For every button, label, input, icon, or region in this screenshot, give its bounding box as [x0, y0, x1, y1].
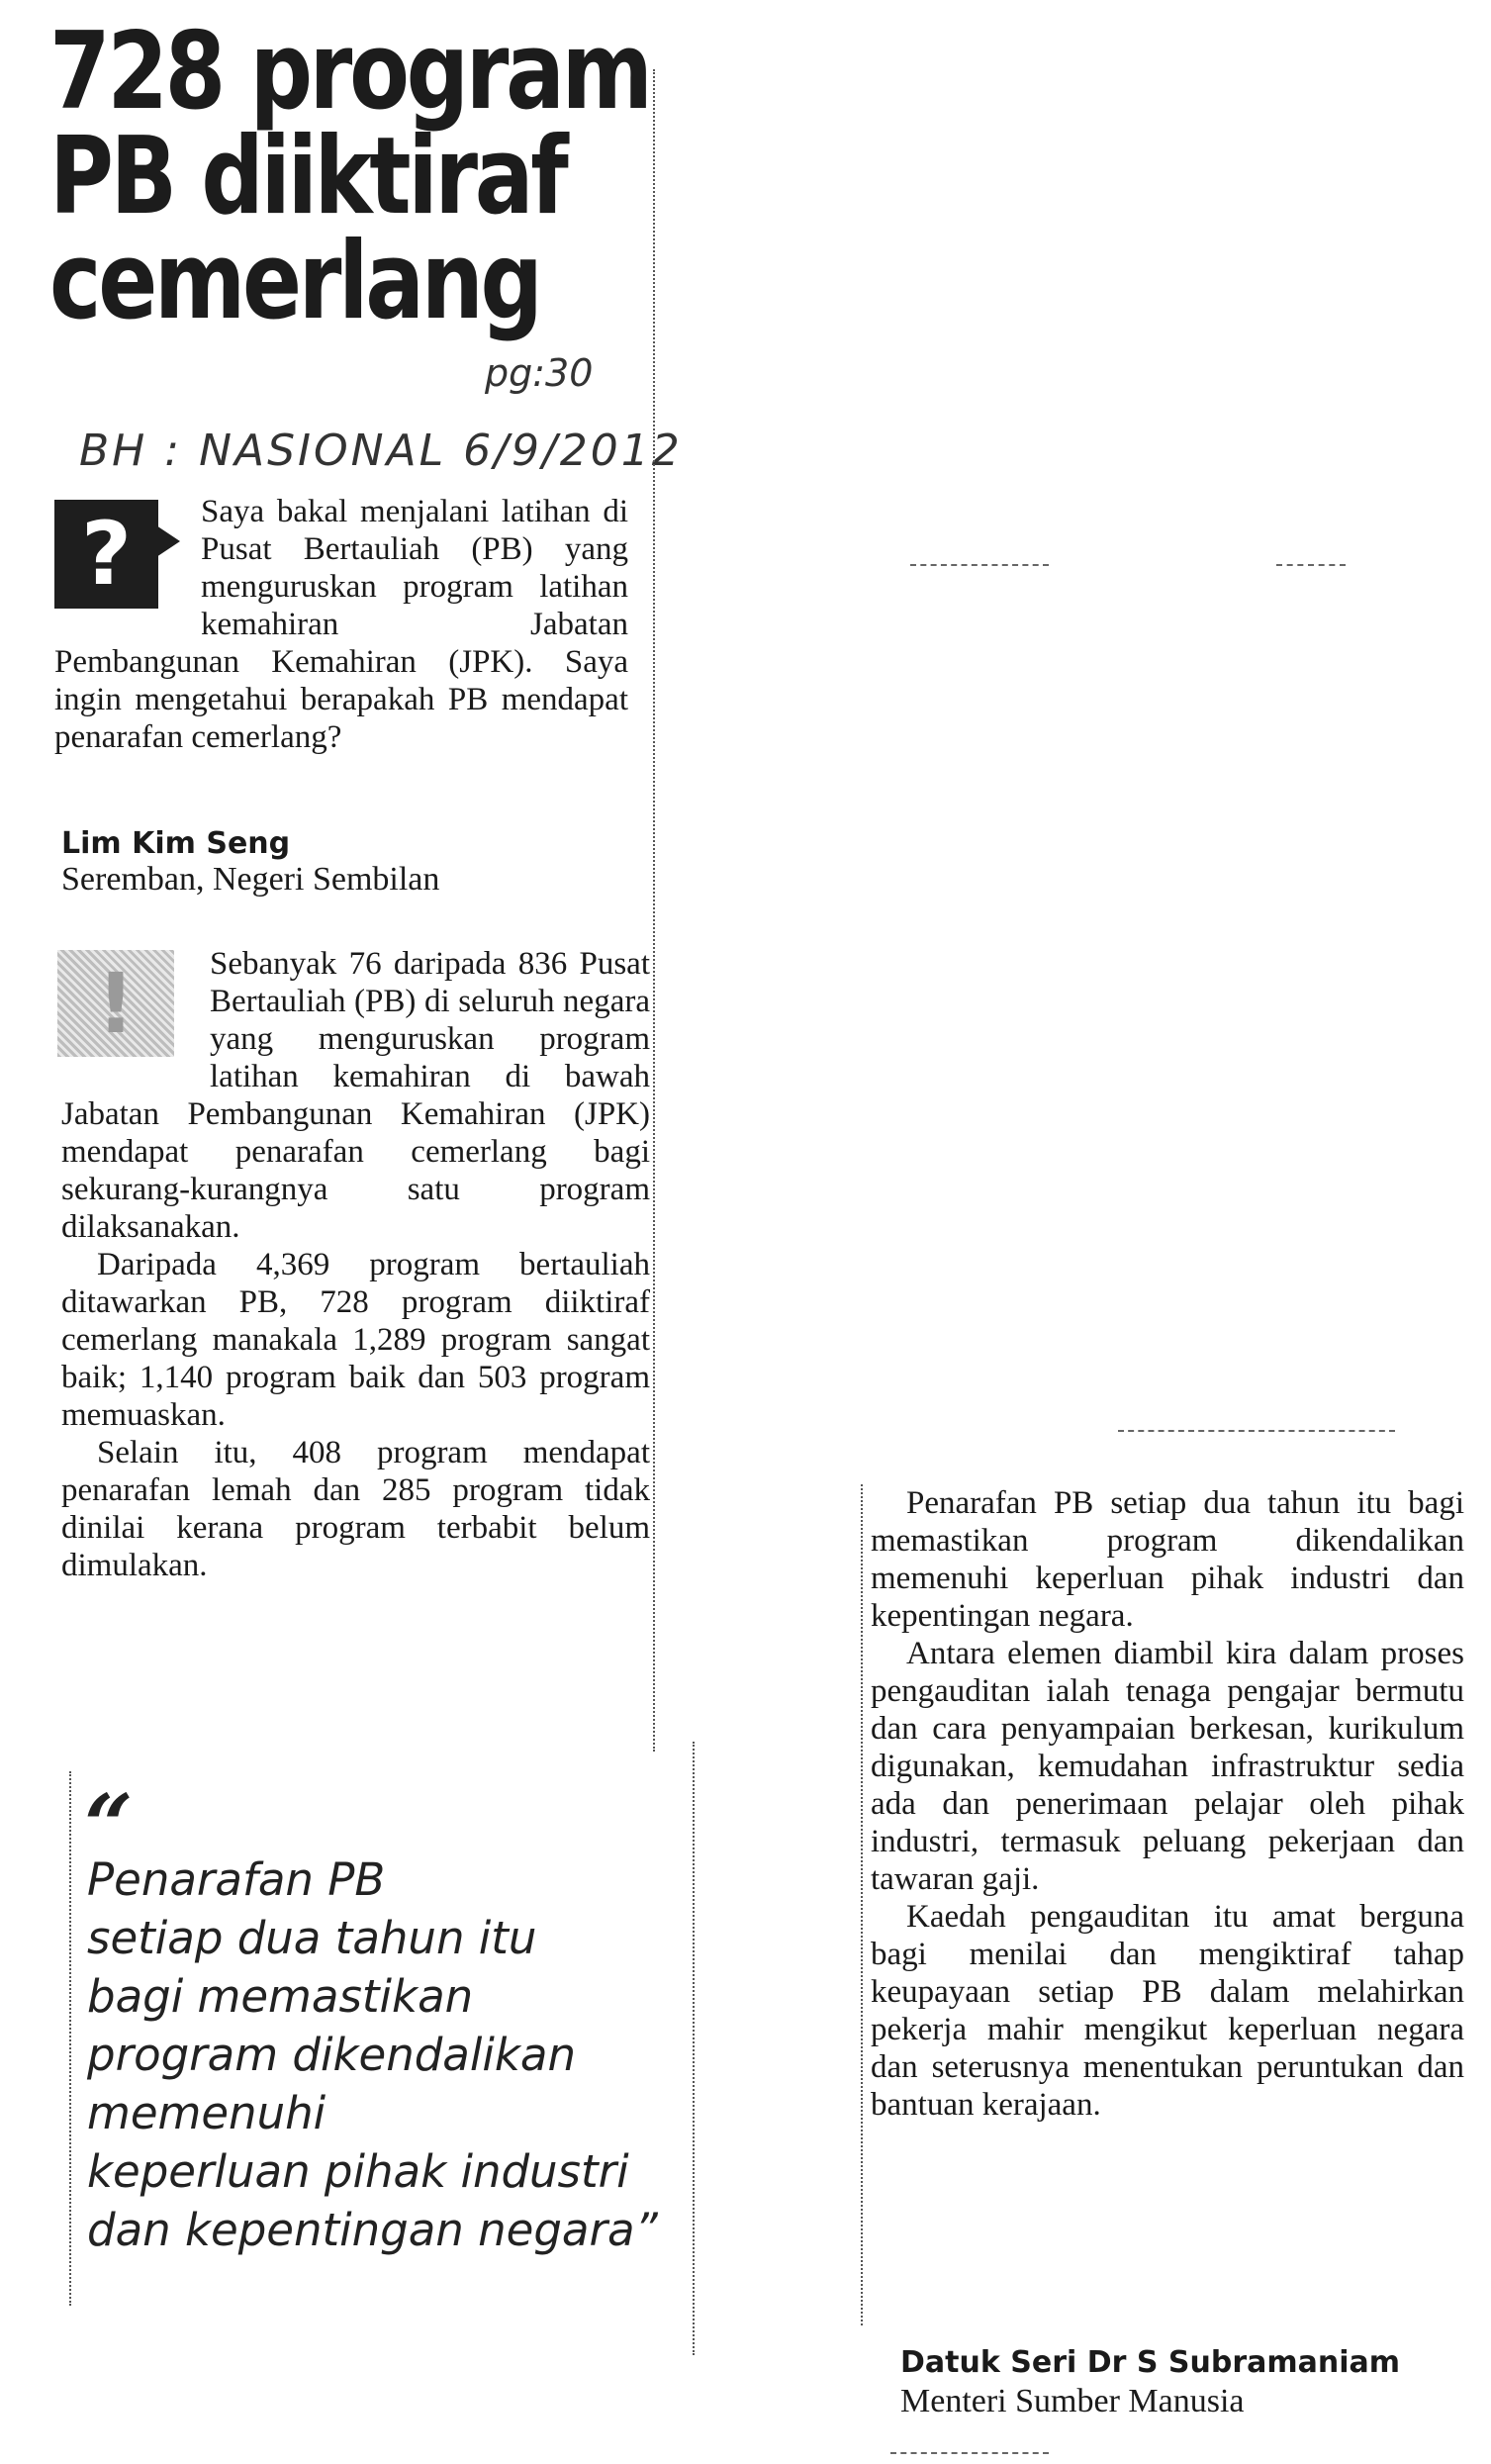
- pull-quote-line: dan kepentingan negara”: [87, 2204, 658, 2256]
- answer-icon: !: [57, 950, 174, 1057]
- handwritten-source-note: BH : NASIONAL 6/9/2012: [79, 426, 683, 476]
- column-divider-left: [653, 69, 655, 1752]
- dashed-rule-top: [910, 564, 1049, 566]
- answer-author: Datuk Seri Dr S Subramaniam: [900, 2345, 1401, 2380]
- headline: [49, 10, 650, 343]
- answer-paragraph-3: Selain itu, 408 program mendapat penarafan lemah dan 285 program tidak dinilai kerana program terbabit belum dimulakan.: [61, 1435, 650, 1583]
- answer-text: [61, 945, 650, 1584]
- pull-quote-line: Penarafan PB: [87, 1853, 386, 1906]
- column-divider-pullquote: [69, 1771, 71, 2306]
- headline-line-2: PB diiktiraf: [49, 115, 566, 238]
- pull-quote-line: program dikendalikan: [87, 2029, 577, 2081]
- pull-quote-line: memenuhi: [87, 2087, 326, 2139]
- question-paragraph: Saya bakal menjalani latihan di Pusat Bertauliah (PB) yang menguruskan program latihan kemahiran Jabatan Pembangunan Kemahiran (JPK). Saya ingin mengetahui berapakah PB mendapat penarafan cemerlang?: [54, 494, 628, 755]
- answer-right-paragraph-2: Antara elemen diambil kira dalam proses pengauditan ialah tenaga pengajar bermutu dan cara penyampaian berkesan, kurikulum digunakan, kemudahan infrastruktur sedia ada dan penerimaan pelajar oleh pihak industri, termasuk peluang pekerjaan dan tawaran gaji.: [871, 1636, 1464, 1897]
- headline-line-1: 728 program: [49, 10, 650, 134]
- pull-quote: [87, 1850, 681, 2259]
- quote-mark-icon: “: [84, 1776, 134, 1876]
- headline-line-3: cemerlang: [49, 220, 540, 343]
- column-divider-right: [861, 1484, 863, 2325]
- question-author: Lim Kim Seng: [61, 826, 291, 861]
- answer-continuation: [871, 1484, 1464, 2124]
- question-icon: ?: [54, 500, 158, 609]
- pull-quote-line: keperluan pihak industri: [87, 2145, 629, 2198]
- question-text: [54, 493, 628, 756]
- pull-quote-line: bagi memastikan: [87, 1970, 474, 2023]
- dashed-rule-top-right: [1276, 564, 1346, 566]
- question-location: Seremban, Negeri Sembilan: [61, 861, 440, 898]
- answer-author-title: Menteri Sumber Manusia: [900, 2383, 1245, 2419]
- pull-quote-line: setiap dua tahun itu: [87, 1912, 537, 1964]
- handwritten-page-note: pg:30: [485, 351, 594, 395]
- answer-right-paragraph-3: Kaedah pengauditan itu amat berguna bagi menilai dan mengiktiraf tahap keupayaan setiap PB dalam melahirkan pekerja mahir mengikut keperluan negara dan seterusnya menentukan peruntukan dan bantuan kerajaan.: [871, 1899, 1464, 2123]
- column-divider-lower: [693, 1742, 695, 2355]
- answer-paragraph-1: Sebanyak 76 daripada 836 Pusat Bertauliah (PB) di seluruh negara yang menguruskan program latihan kemahiran di bawah Jabatan Pembangunan Kemahiran (JPK) mendapat penarafan cemerlang bagi sekurang-kurangnya satu program dilaksanakan.: [61, 946, 650, 1245]
- dashed-rule-bottom: [890, 2452, 1049, 2454]
- answer-paragraph-2: Daripada 4,369 program bertauliah ditawarkan PB, 728 program diiktiraf cemerlang manakala 1,289 program sangat baik; 1,140 program baik dan 503 program memuaskan.: [61, 1247, 650, 1433]
- answer-right-paragraph-1: Penarafan PB setiap dua tahun itu bagi memastikan program dikendalikan memenuhi keperluan pihak industri dan kepentingan negara.: [871, 1485, 1464, 1634]
- dashed-rule-mid: [1118, 1430, 1395, 1432]
